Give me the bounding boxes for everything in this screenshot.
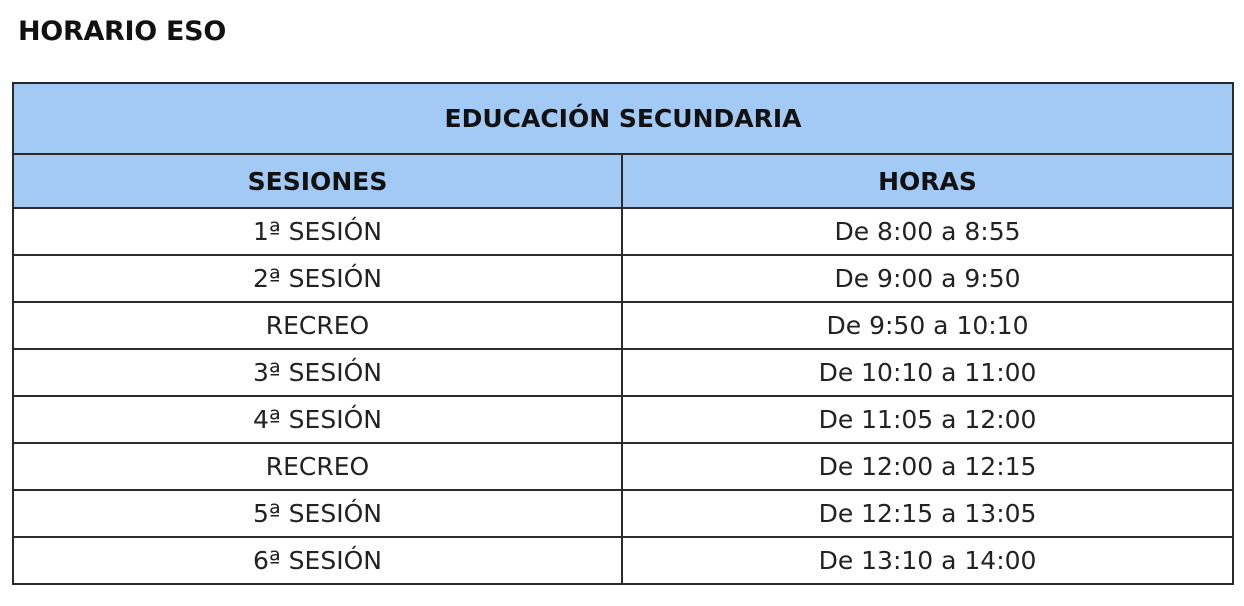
session-cell: 3ª SESIÓN (13, 349, 622, 396)
table-row (13, 302, 1233, 349)
session-cell: 5ª SESIÓN (13, 490, 622, 537)
hours-cell: De 13:10 a 14:00 (622, 537, 1233, 584)
hours-cell: De 12:15 a 13:05 (622, 490, 1233, 537)
hours-cell: De 10:10 a 11:00 (622, 349, 1233, 396)
table-row (13, 255, 1233, 302)
session-cell: RECREO (13, 302, 622, 349)
hours-cell: De 12:00 a 12:15 (622, 443, 1233, 490)
table-band-title: EDUCACIÓN SECUNDARIA (13, 83, 1233, 154)
table-row (13, 490, 1233, 537)
table-row (13, 396, 1233, 443)
session-cell: 1ª SESIÓN (13, 208, 622, 255)
hours-cell: De 11:05 a 12:00 (622, 396, 1233, 443)
table-row (13, 443, 1233, 490)
table-row (13, 208, 1233, 255)
page-title: HORARIO ESO (18, 16, 226, 47)
column-header-sessions: SESIONES (13, 154, 622, 208)
schedule-table (12, 82, 1234, 585)
session-cell: 4ª SESIÓN (13, 396, 622, 443)
table-row (13, 349, 1233, 396)
table-band-row (13, 83, 1233, 154)
hours-cell: De 8:00 a 8:55 (622, 208, 1233, 255)
table-row (13, 537, 1233, 584)
session-cell: 6ª SESIÓN (13, 537, 622, 584)
session-cell: RECREO (13, 443, 622, 490)
column-header-hours: HORAS (622, 154, 1233, 208)
session-cell: 2ª SESIÓN (13, 255, 622, 302)
hours-cell: De 9:00 a 9:50 (622, 255, 1233, 302)
table-header-row (13, 154, 1233, 208)
hours-cell: De 9:50 a 10:10 (622, 302, 1233, 349)
